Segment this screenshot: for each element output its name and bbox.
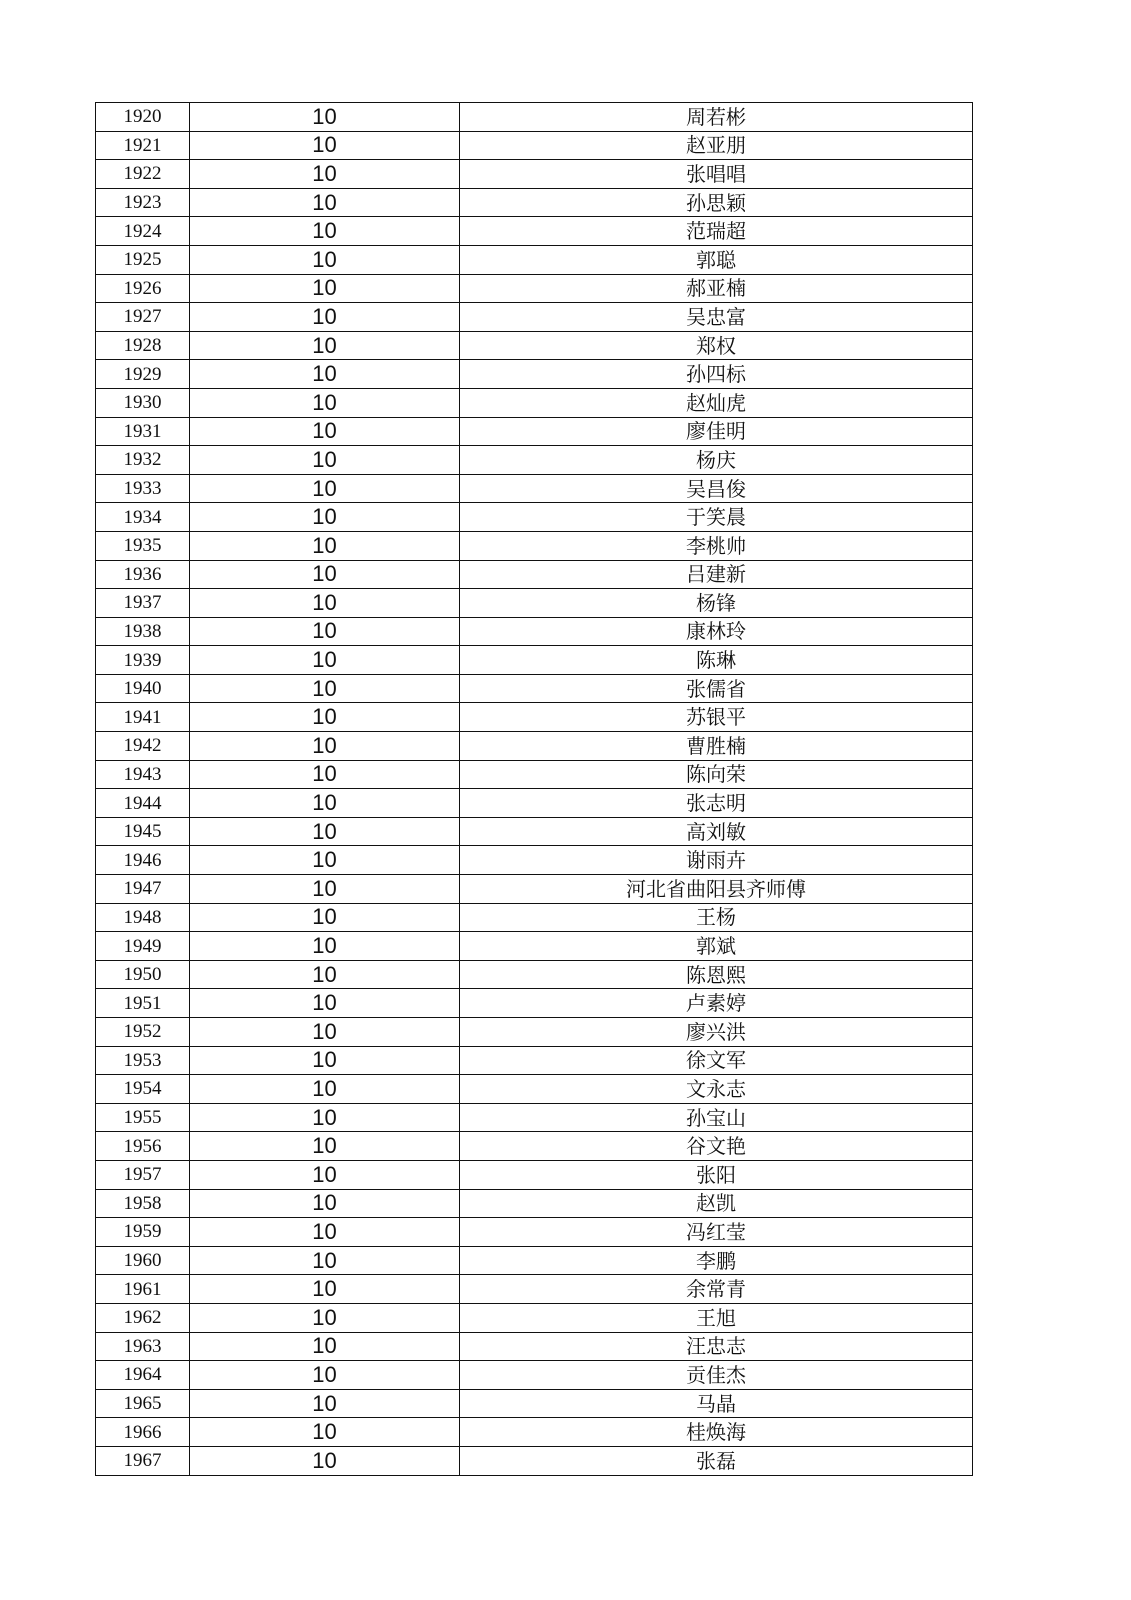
table-row [96,960,973,989]
score-cell: 10 [190,875,460,904]
table-row [96,1418,973,1447]
score-cell: 10 [190,1160,460,1189]
score-cell: 10 [190,417,460,446]
name-cell: 张志明 [460,789,973,818]
score-cell: 10 [190,474,460,503]
name-cell: 郭斌 [460,932,973,961]
score-cell: 10 [190,846,460,875]
table-row [96,1189,973,1218]
name-cell: 郭聪 [460,245,973,274]
name-cell: 郝亚楠 [460,274,973,303]
table-row [96,274,973,303]
table-row [96,732,973,761]
name-cell: 高刘敏 [460,817,973,846]
table-row [96,1018,973,1047]
table-row [96,789,973,818]
table-row [96,932,973,961]
name-cell: 赵亚朋 [460,131,973,160]
table-row [96,1275,973,1304]
row-number-cell: 1951 [96,989,190,1018]
row-number-cell: 1953 [96,1046,190,1075]
table-row [96,417,973,446]
score-cell: 10 [190,1046,460,1075]
table-row [96,1103,973,1132]
table-row [96,903,973,932]
row-number-cell: 1921 [96,131,190,160]
score-cell: 10 [190,1332,460,1361]
row-number-cell: 1948 [96,903,190,932]
name-cell: 廖佳明 [460,417,973,446]
score-cell: 10 [190,589,460,618]
row-number-cell: 1934 [96,503,190,532]
score-cell: 10 [190,103,460,132]
row-number-cell: 1933 [96,474,190,503]
row-number-cell: 1949 [96,932,190,961]
name-cell: 贡佳杰 [460,1361,973,1390]
score-cell: 10 [190,703,460,732]
name-cell: 范瑞超 [460,217,973,246]
score-cell: 10 [190,388,460,417]
name-cell: 郑权 [460,331,973,360]
name-cell: 王杨 [460,903,973,932]
row-number-cell: 1964 [96,1361,190,1390]
score-cell: 10 [190,1418,460,1447]
score-cell: 10 [190,960,460,989]
table-row [96,388,973,417]
name-cell: 陈向荣 [460,760,973,789]
table-row [96,1361,973,1390]
score-cell: 10 [190,760,460,789]
score-cell: 10 [190,531,460,560]
row-number-cell: 1966 [96,1418,190,1447]
score-cell: 10 [190,160,460,189]
score-cell: 10 [190,217,460,246]
table-row [96,817,973,846]
row-number-cell: 1922 [96,160,190,189]
table-row [96,531,973,560]
score-cell: 10 [190,1275,460,1304]
table-row [96,560,973,589]
name-cell: 廖兴洪 [460,1018,973,1047]
score-cell: 10 [190,789,460,818]
score-cell: 10 [190,1361,460,1390]
name-cell: 曹胜楠 [460,732,973,761]
table-row [96,303,973,332]
score-cell: 10 [190,1075,460,1104]
score-cell: 10 [190,989,460,1018]
score-cell: 10 [190,188,460,217]
name-cell: 卢素婷 [460,989,973,1018]
table-row [96,331,973,360]
score-cell: 10 [190,1389,460,1418]
score-cell: 10 [190,1303,460,1332]
score-cell: 10 [190,274,460,303]
row-number-cell: 1935 [96,531,190,560]
row-number-cell: 1961 [96,1275,190,1304]
table-row [96,703,973,732]
table-row [96,1303,973,1332]
name-cell: 赵灿虎 [460,388,973,417]
name-cell: 陈恩熙 [460,960,973,989]
table-row [96,446,973,475]
table-row [96,131,973,160]
table-row [96,589,973,618]
name-cell: 徐文军 [460,1046,973,1075]
score-cell: 10 [190,1103,460,1132]
table-row [96,1046,973,1075]
score-cell: 10 [190,360,460,389]
table-row [96,1446,973,1475]
row-number-cell: 1944 [96,789,190,818]
row-number-cell: 1965 [96,1389,190,1418]
table-row [96,217,973,246]
name-cell: 于笑晨 [460,503,973,532]
name-cell: 孙思颖 [460,188,973,217]
row-number-cell: 1932 [96,446,190,475]
row-number-cell: 1925 [96,245,190,274]
table-row [96,846,973,875]
row-number-cell: 1962 [96,1303,190,1332]
table-row [96,245,973,274]
name-cell: 谢雨卉 [460,846,973,875]
row-number-cell: 1939 [96,646,190,675]
row-number-cell: 1937 [96,589,190,618]
row-number-cell: 1920 [96,103,190,132]
table-row [96,188,973,217]
table-row [96,360,973,389]
score-cell: 10 [190,732,460,761]
row-number-cell: 1956 [96,1132,190,1161]
row-number-cell: 1942 [96,732,190,761]
table-row [96,674,973,703]
score-cell: 10 [190,1189,460,1218]
name-cell: 吕建新 [460,560,973,589]
score-cell: 10 [190,1132,460,1161]
name-cell: 苏银平 [460,703,973,732]
score-cell: 10 [190,446,460,475]
name-cell: 康林玲 [460,617,973,646]
row-number-cell: 1931 [96,417,190,446]
row-number-cell: 1936 [96,560,190,589]
row-number-cell: 1938 [96,617,190,646]
row-number-cell: 1963 [96,1332,190,1361]
score-cell: 10 [190,617,460,646]
row-number-cell: 1958 [96,1189,190,1218]
table-row [96,989,973,1018]
table-row [96,160,973,189]
row-number-cell: 1959 [96,1218,190,1247]
name-cell: 桂焕海 [460,1418,973,1447]
row-number-cell: 1924 [96,217,190,246]
name-cell: 张磊 [460,1446,973,1475]
table-row [96,760,973,789]
name-cell: 张儒省 [460,674,973,703]
name-cell: 河北省曲阳县齐师傅 [460,875,973,904]
name-cell: 冯红莹 [460,1218,973,1247]
score-cell: 10 [190,331,460,360]
row-number-cell: 1957 [96,1160,190,1189]
row-number-cell: 1952 [96,1018,190,1047]
score-cell: 10 [190,674,460,703]
table-row [96,1389,973,1418]
score-cell: 10 [190,1218,460,1247]
donor-list-table [95,102,973,1476]
score-cell: 10 [190,560,460,589]
row-number-cell: 1927 [96,303,190,332]
table-row [96,503,973,532]
name-cell: 谷文艳 [460,1132,973,1161]
row-number-cell: 1943 [96,760,190,789]
score-cell: 10 [190,245,460,274]
name-cell: 杨锋 [460,589,973,618]
table-row [96,1332,973,1361]
table-row [96,1132,973,1161]
name-cell: 赵凯 [460,1189,973,1218]
name-cell: 张唱唱 [460,160,973,189]
name-cell: 吴忠富 [460,303,973,332]
name-cell: 陈琳 [460,646,973,675]
table-row [96,875,973,904]
name-cell: 李鹏 [460,1246,973,1275]
table-row [96,617,973,646]
row-number-cell: 1941 [96,703,190,732]
row-number-cell: 1930 [96,388,190,417]
name-cell: 文永志 [460,1075,973,1104]
row-number-cell: 1929 [96,360,190,389]
row-number-cell: 1950 [96,960,190,989]
row-number-cell: 1926 [96,274,190,303]
row-number-cell: 1923 [96,188,190,217]
table-row [96,1160,973,1189]
row-number-cell: 1954 [96,1075,190,1104]
score-cell: 10 [190,1018,460,1047]
name-cell: 吴昌俊 [460,474,973,503]
score-cell: 10 [190,817,460,846]
name-cell: 汪忠志 [460,1332,973,1361]
name-cell: 孙四标 [460,360,973,389]
table-row [96,1246,973,1275]
name-cell: 余常青 [460,1275,973,1304]
row-number-cell: 1945 [96,817,190,846]
row-number-cell: 1928 [96,331,190,360]
score-cell: 10 [190,1446,460,1475]
score-cell: 10 [190,903,460,932]
name-cell: 王旭 [460,1303,973,1332]
row-number-cell: 1946 [96,846,190,875]
row-number-cell: 1960 [96,1246,190,1275]
table-row [96,646,973,675]
score-cell: 10 [190,646,460,675]
score-cell: 10 [190,932,460,961]
score-cell: 10 [190,131,460,160]
table-row [96,103,973,132]
name-cell: 杨庆 [460,446,973,475]
score-cell: 10 [190,503,460,532]
name-cell: 孙宝山 [460,1103,973,1132]
name-cell: 张阳 [460,1160,973,1189]
row-number-cell: 1947 [96,875,190,904]
row-number-cell: 1967 [96,1446,190,1475]
table-row [96,474,973,503]
score-cell: 10 [190,1246,460,1275]
table-row [96,1218,973,1247]
table-body [96,103,973,1476]
score-cell: 10 [190,303,460,332]
name-cell: 李桃帅 [460,531,973,560]
name-cell: 马晶 [460,1389,973,1418]
table-row [96,1075,973,1104]
name-cell: 周若彬 [460,103,973,132]
row-number-cell: 1940 [96,674,190,703]
row-number-cell: 1955 [96,1103,190,1132]
